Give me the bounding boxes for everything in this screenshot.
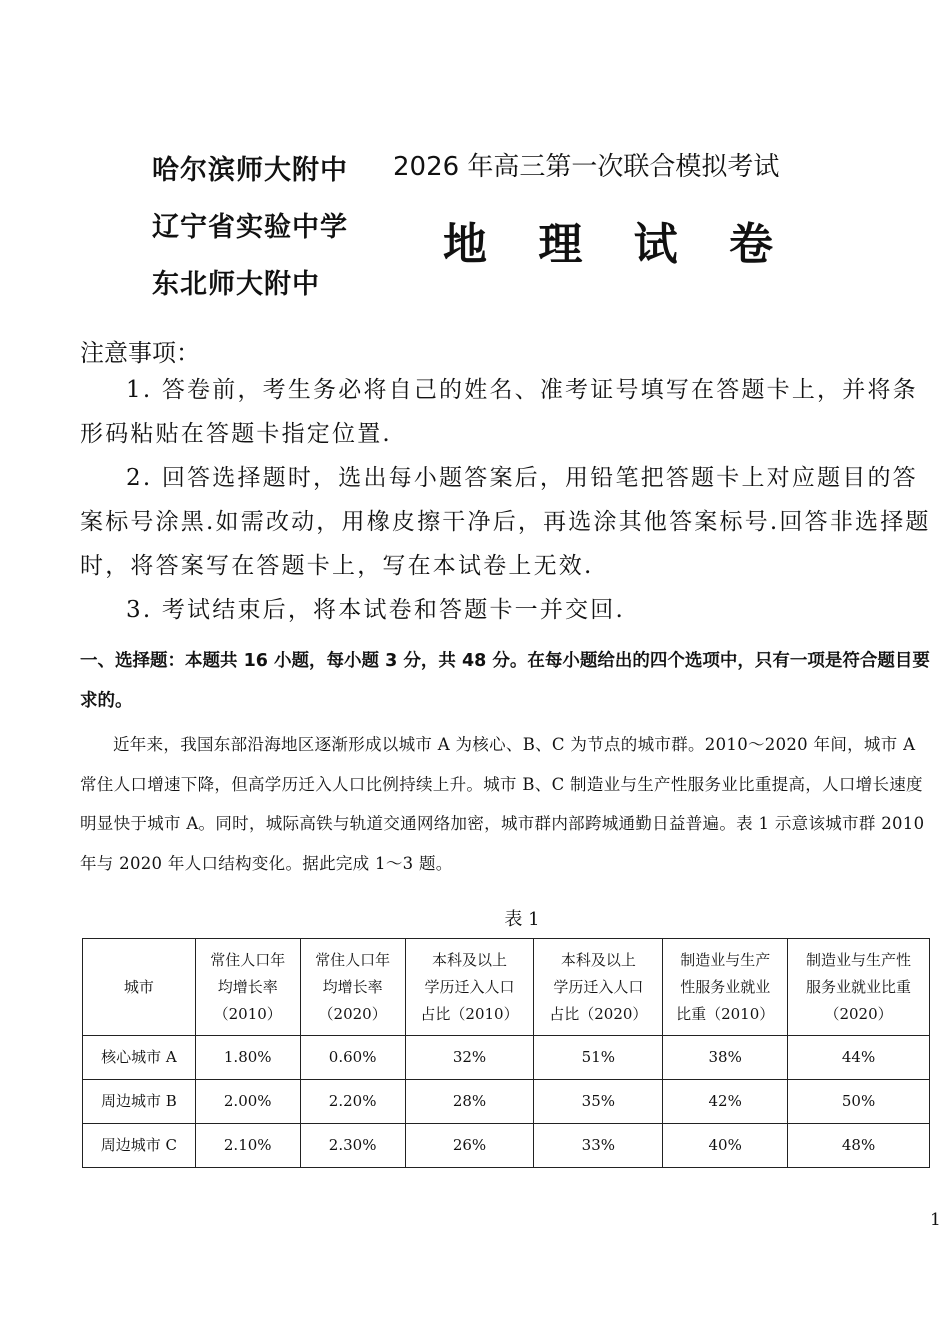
question-passage: 近年来，我国东部沿海地区逐渐形成以城市 A 为核心、B、C 为节点的城市群。2010～2020 年间，城市 A 常住人口增速下降，但高学历迁入人口比例持续上升。城市 B、C 制造业与生产性服务业比重提高，人口增长速度明显快于城市 A。同时，城际高铁与轨道交通网络加密，城市群内部跨城通勤日益普遍。表 1 示意该城市群 2010 年与 2020 年人口结构变化。据此完成 1～3 题。 [80, 735, 925, 873]
notice-title: 注意事项： [80, 339, 200, 367]
table-cell: 42% [663, 1080, 788, 1124]
table-cell: 44% [788, 1036, 930, 1080]
page-number: 1 [930, 1210, 941, 1230]
table-cell: 35% [534, 1080, 663, 1124]
table-cell: 50% [788, 1080, 930, 1124]
table-cell: 48% [788, 1124, 930, 1168]
table-header-cell: 制造业与生产性 服务业就业比重 （2020） [788, 939, 930, 1036]
table-header-cell: 本科及以上 学历迁入人口 占比（2010） [405, 939, 534, 1036]
table-cell: 26% [405, 1124, 534, 1168]
table-cell: 2.20% [300, 1080, 405, 1124]
table-cell: 周边城市 B [83, 1080, 196, 1124]
population-table [82, 938, 930, 1168]
table-cell: 33% [534, 1124, 663, 1168]
table-header-cell: 常住人口年 均增长率 （2010） [195, 939, 300, 1036]
table-cell: 核心城市 A [83, 1036, 196, 1080]
school-name: 东北师大附中 [152, 269, 320, 300]
table-header-cell: 本科及以上 学历迁入人口 占比（2020） [534, 939, 663, 1036]
notice-item: 2. 回答选择题时，选出每小题答案后，用铅笔把答题卡上对应题目的答案标号涂黑.如需改动，用橡皮擦干净后，再选涂其他答案标号.回答非选择题时，将答案写在答题卡上，写在本试卷上无效. [80, 465, 931, 579]
table-row [83, 1036, 930, 1080]
notice-item: 1. 答卷前，考生务必将自己的姓名、准考证号填写在答题卡上，并将条形码粘贴在答题卡指定位置. [80, 377, 918, 447]
school-name: 哈尔滨师大附中 [152, 155, 348, 186]
table-row [83, 1124, 930, 1168]
table-header-row [83, 939, 930, 1036]
exam-title: 2026 年高三第一次联合模拟考试 [393, 152, 780, 182]
table-cell: 2.10% [195, 1124, 300, 1168]
table-cell: 2.00% [195, 1080, 300, 1124]
table-cell: 40% [663, 1124, 788, 1168]
notice-list [80, 368, 932, 632]
table-cell: 32% [405, 1036, 534, 1080]
table-cell: 28% [405, 1080, 534, 1124]
school-name: 辽宁省实验中学 [152, 212, 348, 243]
table-cell: 38% [663, 1036, 788, 1080]
school-names [152, 142, 348, 313]
table-cell: 2.30% [300, 1124, 405, 1168]
subject-title: 地 理 试 卷 [443, 219, 791, 270]
table-header-cell: 城市 [83, 939, 196, 1036]
table-header-cell: 制造业与生产 性服务业就业 比重（2010） [663, 939, 788, 1036]
notice-item: 3. 考试结束后，将本试卷和答题卡一并交回. [126, 597, 625, 623]
table-cell: 周边城市 C [83, 1124, 196, 1168]
table-cell: 0.60% [300, 1036, 405, 1080]
section-heading: 一、选择题：本题共 16 小题，每小题 3 分，共 48 分。在每小题给出的四个选项中，只有一项是符合题目要求的。 [80, 651, 930, 711]
table-row [83, 1080, 930, 1124]
table-cell: 1.80% [195, 1036, 300, 1080]
table-cell: 51% [534, 1036, 663, 1080]
table-header-cell: 常住人口年 均增长率 （2020） [300, 939, 405, 1036]
table-caption: 表 1 [504, 909, 540, 930]
